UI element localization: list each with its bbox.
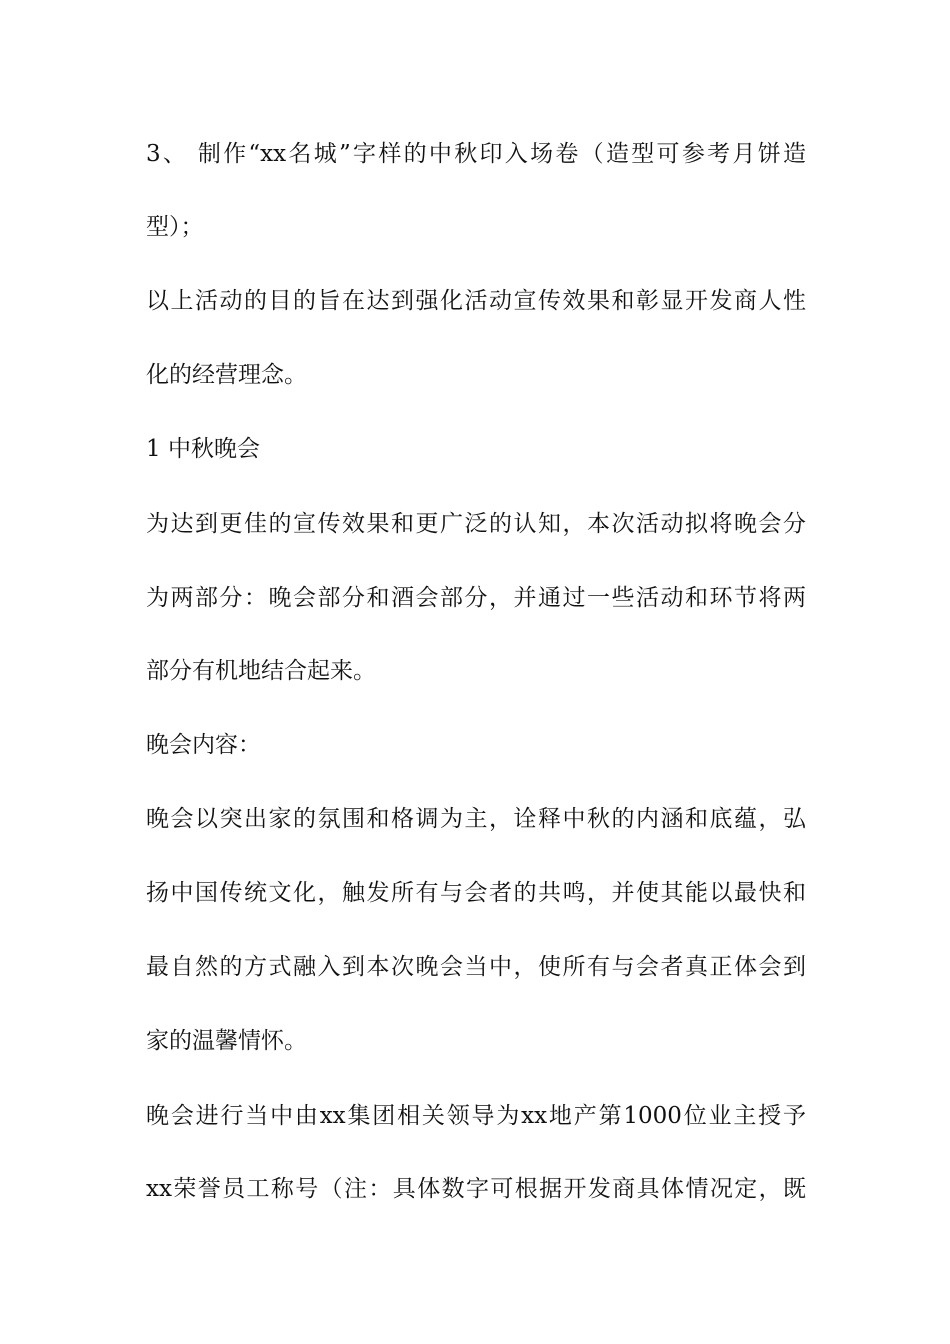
text-line-gala-intro: 为达到更佳的宣传效果和更广泛的认知，本次活动拟将晚会分 [146,511,806,537]
text-line-gala-content-cont-1: 扬中国传统文化，触发所有与会者的共鸣，并使其能以最快和 [146,880,806,906]
text-line-activity-purpose: 以上活动的目的旨在达到强化活动宣传效果和彰显开发商人性 [146,288,806,314]
text-line-gala-award: 晚会进行当中由xx集团相关领导为xx地产第1000位业主授予 [146,1103,806,1129]
text-line-activity-item-3-cont: 型）； [146,214,204,240]
section-heading-mid-autumn-gala: 1 中秋晚会 [146,436,260,462]
text-line-activity-item-3: 3、 制作“xx名城”字样的中秋印入场卷（造型可参考月饼造 [146,141,806,167]
text-line-activity-purpose-cont: 化的经营理念。 [146,362,307,388]
text-line-gala-content-cont-2: 最自然的方式融入到本次晚会当中，使所有与会者真正体会到 [146,954,806,980]
text-line-gala-award-cont: xx荣誉员工称号（注：具体数字可根据开发商具体情况定，既 [146,1176,806,1202]
text-line-gala-content-cont-3: 家的温馨情怀。 [146,1028,307,1054]
text-line-gala-intro-cont-2: 部分有机地结合起来。 [146,658,376,684]
subheading-gala-content: 晚会内容： [146,732,261,758]
text-line-gala-content: 晚会以突出家的氛围和格调为主，诠释中秋的内涵和底蕴，弘 [146,806,806,832]
text-line-gala-intro-cont-1: 为两部分：晚会部分和酒会部分，并通过一些活动和环节将两 [146,585,806,611]
